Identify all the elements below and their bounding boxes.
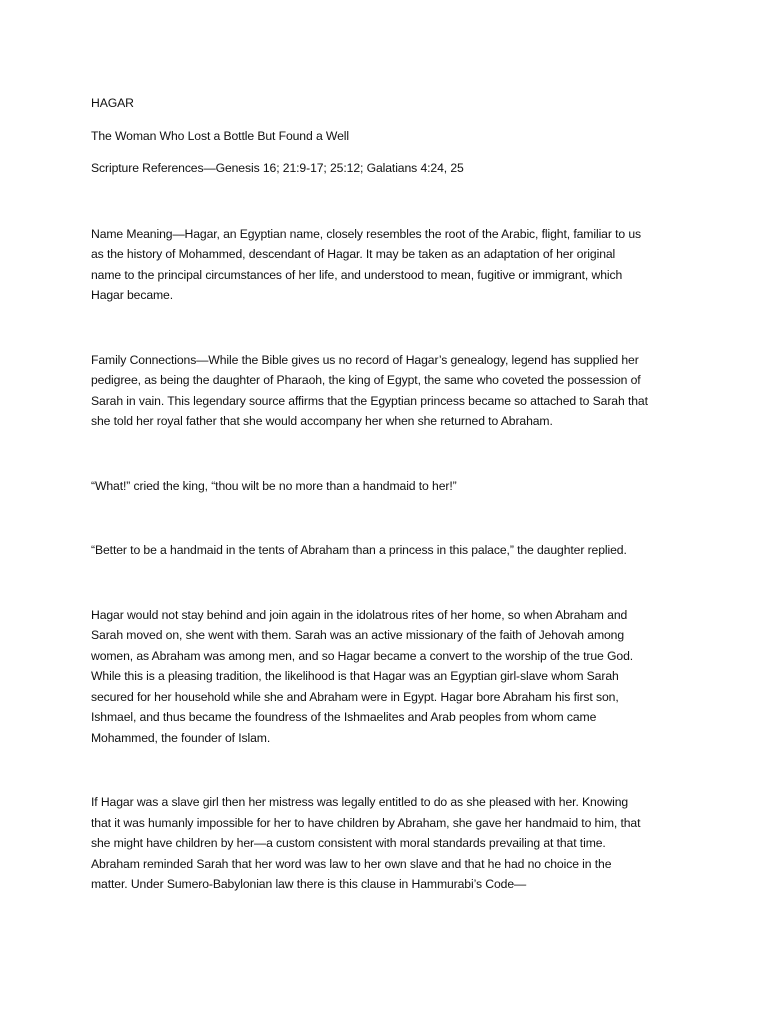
paragraph-daughter-reply <box>91 540 681 561</box>
paragraph-line: matter. Under Sumero-Babylonian law there is this clause in Hammurabi’s Code— <box>91 877 527 891</box>
paragraph-line: she might have children by her—a custom consistent with moral standards prevailing at that time. <box>91 836 606 850</box>
paragraph-line: that it was humanly impossible for her to have children by Abraham, she gave her handmaid to him, that <box>91 815 641 830</box>
paragraph-line: pedigree, as being the daughter of Pharaoh, the king of Egypt, the same who coveted the possession of <box>91 373 641 387</box>
paragraph-line: Ishmael, and thus became the foundress of the Ishmaelites and Arab peoples from whom came <box>91 710 597 724</box>
paragraph-line: Mohammed, the founder of Islam. <box>91 730 271 745</box>
paragraph-line: “Better to be a handmaid in the tents of Abraham than a princess in this palace,” the daughter replied. <box>91 543 627 557</box>
paragraph-slave-girl <box>91 792 681 895</box>
paragraph-line: If Hagar was a slave girl then her mistress was legally entitled to do as she pleased with her. Knowing <box>91 795 629 809</box>
paragraph-line: While this is a pleasing tradition, the likelihood is that Hagar was an Egyptian girl-slave whom Sarah <box>91 669 619 683</box>
paragraph-line: Hagar would not stay behind and join again in the idolatrous rites of her home, so when Abraham and <box>91 607 628 622</box>
paragraph-family-connections <box>91 350 681 432</box>
paragraph-line: Sarah moved on, she went with them. Sarah was an active missionary of the faith of Jehovah among <box>91 628 625 642</box>
paragraph-line: Hagar became. <box>91 288 174 302</box>
document-title: HAGAR <box>91 96 134 110</box>
paragraph-line: she told her royal father that she would accompany her when she returned to Abraham. <box>91 414 553 428</box>
paragraph-line: “What!” cried the king, “thou wilt be no more than a handmaid to her!” <box>91 478 457 493</box>
paragraph-hagar-convert <box>91 605 681 749</box>
paragraph-line: Family Connections—While the Bible gives us no record of Hagar’s genealogy, legend has supplied her <box>91 352 639 367</box>
paragraph-line: women, as Abraham was among men, and so Hagar became a convert to the worship of the true God. <box>91 648 634 663</box>
paragraph-line: Sarah in vain. This legendary source affirms that the Egyptian princess became so attached to Sarah that <box>91 393 648 408</box>
paragraph-line: Abraham reminded Sarah that her word was law to her own slave and that he had no choice in the <box>91 856 612 871</box>
paragraph-king-quote <box>91 476 681 497</box>
document-page <box>91 93 681 895</box>
paragraph-line: as the history of Mohammed, descendant of Hagar. It may be taken as an adaptation of her original <box>91 247 616 261</box>
scripture-references: Scripture References—Genesis 16; 21:9-17; 25:12; Galatians 4:24, 25 <box>91 161 464 175</box>
paragraph-name-meaning <box>91 224 681 306</box>
paragraph-line: name to the principal circumstances of her life, and understood to mean, fugitive or immigrant, which <box>91 267 623 282</box>
document-subtitle: The Woman Who Lost a Bottle But Found a Well <box>91 128 349 143</box>
paragraph-line: secured for her household while she and Abraham were in Egypt. Hagar bore Abraham his first son, <box>91 689 619 704</box>
paragraph-line: Name Meaning—Hagar, an Egyptian name, closely resembles the root of the Arabic, flight, familiar to us <box>91 226 642 241</box>
